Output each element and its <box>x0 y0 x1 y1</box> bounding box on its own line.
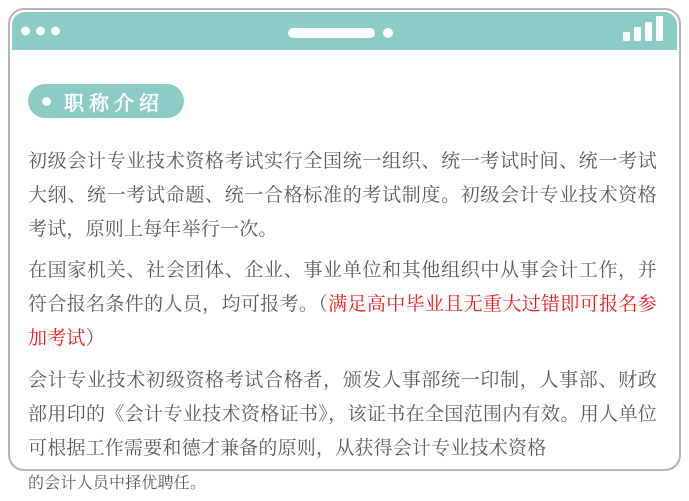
content-area <box>10 50 679 501</box>
address-bar-pill-icon <box>288 28 375 38</box>
certificate-text: 会计专业技术初级资格考试合格者，颁发人事部统一印制，人事部、财政部用印的《会计专业技术资格证书》，该证书在全国范围内有效。用人单位可根据工作需要和德才兼备的原则，从获得会计专业技术资格 <box>28 370 657 459</box>
paragraph-certificate <box>28 364 657 501</box>
address-bar-dot-icon <box>383 28 393 38</box>
badge-bullet-icon <box>42 97 51 106</box>
signal-bar <box>656 16 663 41</box>
eligibility-highlight-text: 满足高中毕业且无重大过错即可报名参加考试 <box>28 294 658 349</box>
window-control-dot-icon[interactable] <box>21 27 30 36</box>
section-title: 职称介绍 <box>64 92 164 115</box>
browser-window-card <box>8 8 681 492</box>
window-controls <box>21 27 60 36</box>
section-title-badge <box>28 84 184 118</box>
paragraph-eligibility <box>28 254 657 356</box>
window-control-dot-icon[interactable] <box>36 27 45 36</box>
signal-bar <box>623 32 630 41</box>
titlebar <box>12 12 677 50</box>
signal-bars-icon <box>623 16 663 41</box>
eligibility-text: 在国家机关、社会团体、企业、事业单位和其他组织中从事会计工作，并符合报名条件的人员，均可报考。（ <box>28 260 657 315</box>
signal-bar <box>634 27 641 41</box>
eligibility-closing-bracket: ） <box>85 328 105 349</box>
paragraph-exam-system: 初级会计专业技术资格考试实行全国统一组织、统一考试时间、统一考试大纲、统一考试命题、统一合格标准的考试制度。初级会计专业技术资格考试，原则上每年举行一次。 <box>28 151 657 240</box>
signal-bar <box>645 22 652 41</box>
certificate-tail-text: 的会计人员中择优聘任。 <box>28 475 207 492</box>
window-control-dot-icon[interactable] <box>51 27 60 36</box>
